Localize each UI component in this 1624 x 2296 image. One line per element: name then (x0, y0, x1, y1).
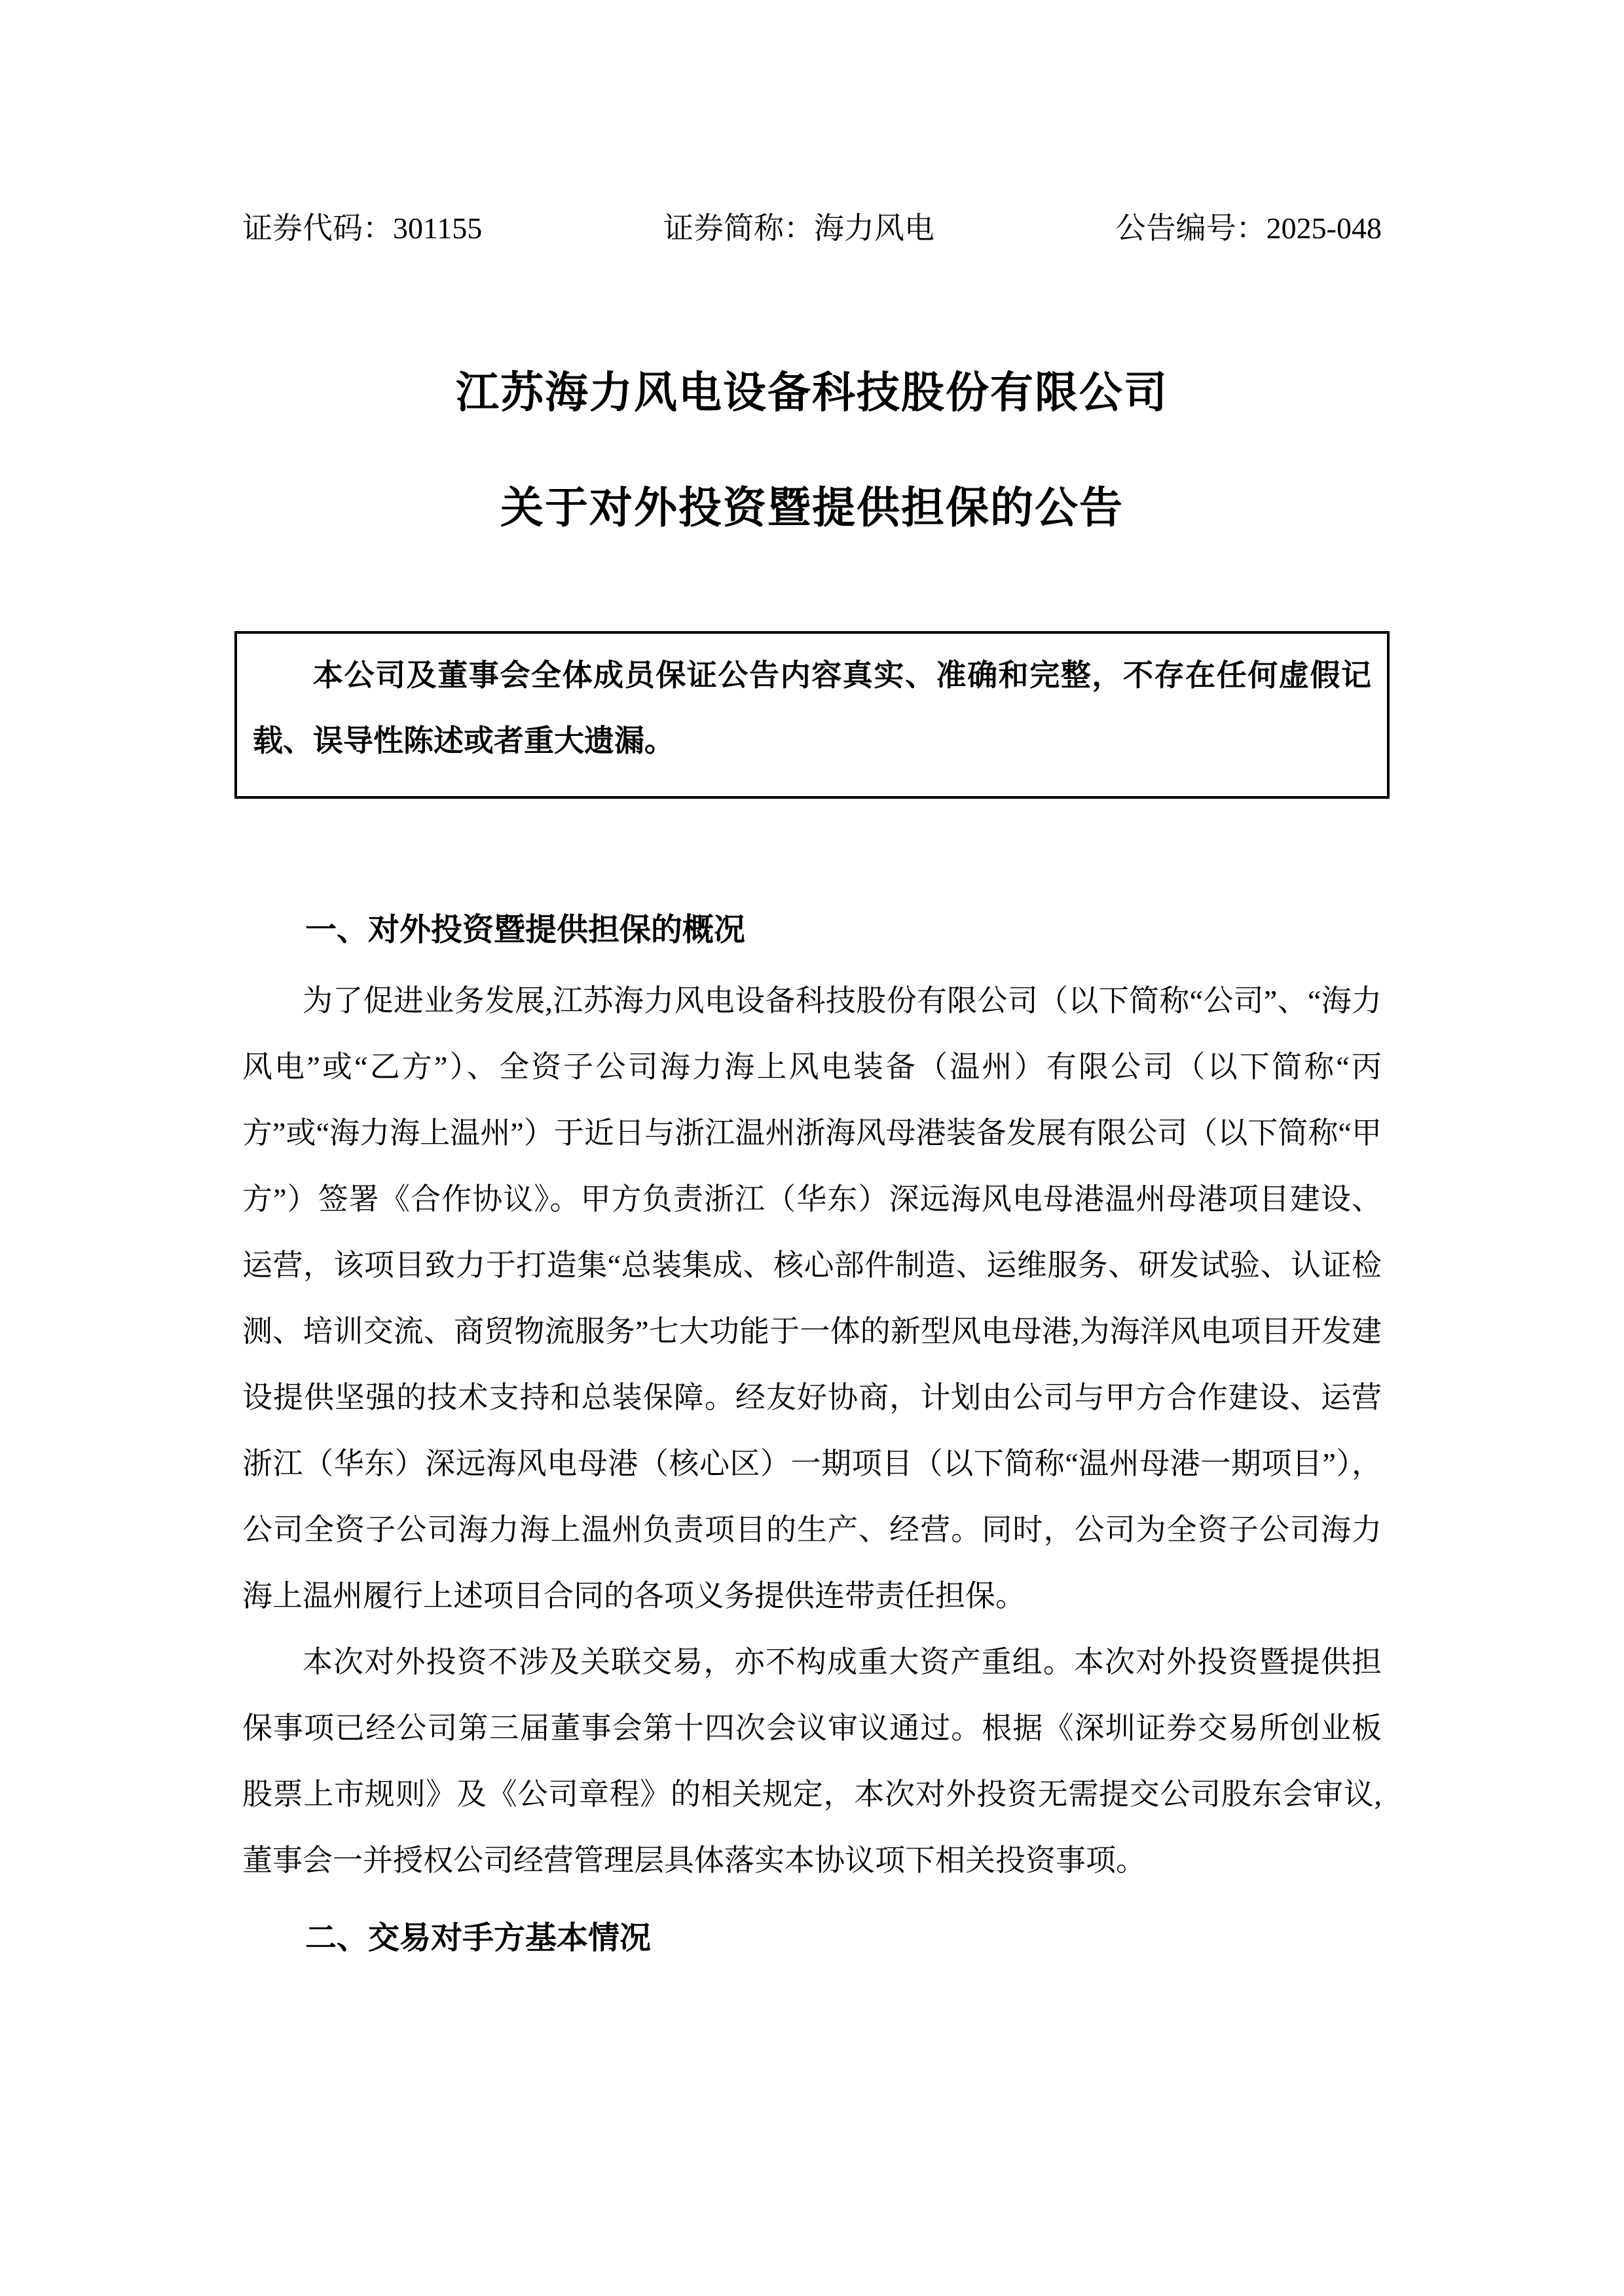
section-1-paragraph-2: 本次对外投资不涉及关联交易，亦不构成重大资产重组。本次对外投资暨提供担保事项已经公司第三届董事会第十四次会议审议通过。根据《深圳证券交易所创业板股票上市规则》及《公司章程》的相关规定，本次对外投资无需提交公司股东会审议,董事会一并授权公司经营管理层具体落实本协议项下相关投资事项。 (242, 1645, 1382, 1877)
section-1-paragraph-1: 为了促进业务发展,江苏海力风电设备科技股份有限公司（以下简称“公司”、“海力风电”或“乙方”）、全资子公司海力海上风电装备（温州）有限公司（以下简称“丙方”或“海力海上温州”）于近日与浙江温州浙海风母港装备发展有限公司（以下简称“甲方”）签署《合作协议》。甲方负责浙江（华东）深远海风电母港温州母港项目建设、运营，该项目致力于打造集“总装集成、核心部件制造、运维服务、研发试验、认证检测、培训交流、商贸物流服务”七大功能于一体的新型风电母港,为海洋风电项目开发建设提供坚强的技术支持和总装保障。经友好协商，计划由公司与甲方合作建设、运营浙江（华东）深远海风电母港（核心区）一期项目（以下简称“温州母港一期项目”），公司全资子公司海力海上温州负责项目的生产、经营。同时，公司为全资子公司海力海上温州履行上述项目合同的各项义务提供连带责任担保。 (242, 984, 1382, 1613)
stock-abbreviation: 证券简称：海力风电 (663, 211, 934, 245)
section-1-heading: 一、对外投资暨提供担保的概况 (305, 913, 746, 947)
announcement-title: 关于对外投资暨提供担保的公告 (500, 484, 1124, 532)
disclaimer-text: 本公司及董事会全体成员保证公告内容真实、准确和完整，不存在任何虚假记载、误导性陈述或者重大遗漏。 (253, 659, 1371, 757)
stock-code: 证券代码：301155 (242, 211, 483, 245)
company-name-title: 江苏海力风电设备科技股份有限公司 (456, 369, 1168, 417)
section-2-heading: 二、交易对手方基本情况 (305, 1921, 652, 1956)
section-overview (242, 910, 1382, 1893)
document-header (242, 0, 1382, 246)
announcement-number: 公告编号：2025-048 (1115, 211, 1382, 245)
disclaimer-box (234, 631, 1390, 799)
